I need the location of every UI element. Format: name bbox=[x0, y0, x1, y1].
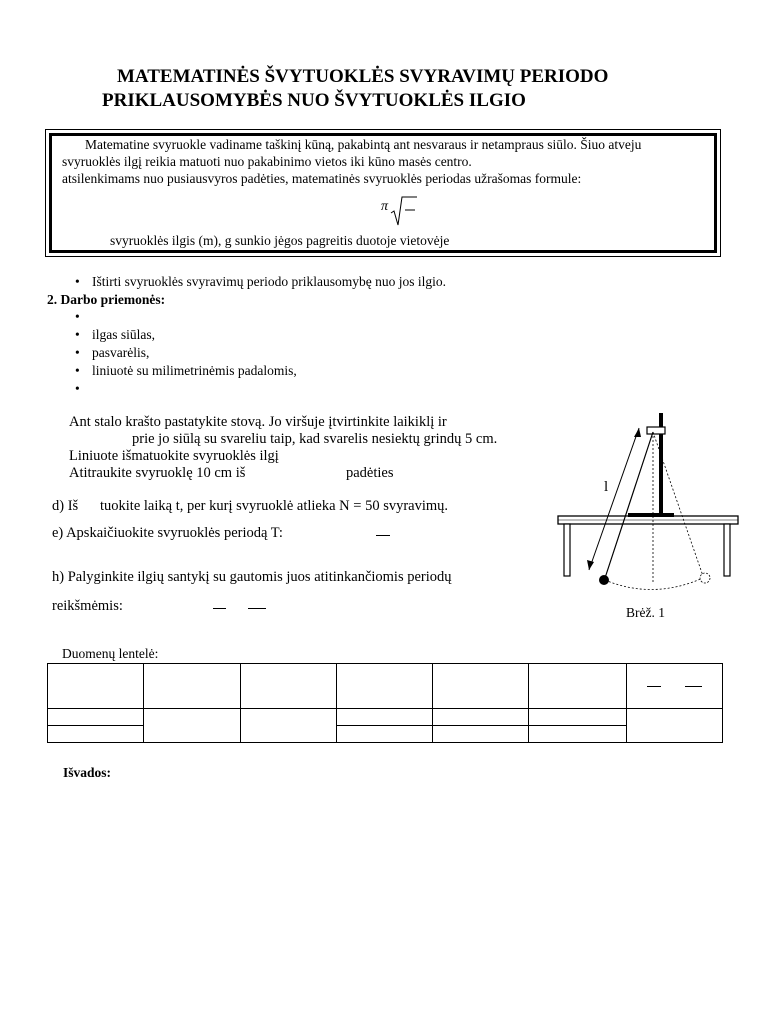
theory-line-3: atsilenkimams nuo pusiausvyros padėties, matematinės svyruoklės periodas užrašomas formule: bbox=[62, 171, 582, 186]
table-header-cell bbox=[337, 664, 433, 709]
procedure-line-4b: padėties bbox=[346, 465, 394, 481]
theory-line-1: Matematine svyruokle vadiname taškinį kūną, pakabintą ant nesvaraus ir netampraus siūlo. Šiuo atveju bbox=[85, 137, 642, 152]
table-cell bbox=[337, 726, 433, 743]
page-title-line-2: PRIKLAUSOMYBĖS NUO ŠVYTUOKLĖS ILGIO bbox=[102, 90, 526, 111]
holder bbox=[647, 427, 665, 434]
step-d-rest: tuokite laiką t, per kurį svyruoklė atlieka N = 50 svyravimų. bbox=[100, 498, 449, 514]
equipment-item-2: • ilgas siūlas, bbox=[92, 327, 155, 343]
equipment-item-4: • liniuotė su milimetrinėmis padalomis, bbox=[92, 363, 297, 379]
theory-line-2: svyruoklės ilgį reikia matuoti nuo pakabinimo vietos iki kūno masės centro. bbox=[62, 154, 472, 169]
step-d-start: d) Iš bbox=[52, 498, 79, 514]
table-cell bbox=[48, 726, 144, 743]
table-header-cell bbox=[241, 664, 337, 709]
conclusions-heading: Išvados: bbox=[63, 765, 112, 780]
table-header-ratio-cell bbox=[627, 664, 723, 709]
data-table bbox=[47, 663, 723, 743]
formula-pi: π bbox=[381, 199, 389, 214]
table-cell bbox=[241, 709, 337, 743]
pendulum-bob-ghost bbox=[700, 573, 710, 583]
procedure-line-4a: Atitraukite svyruoklę 10 cm iš bbox=[69, 465, 246, 481]
procedure-line-1: Ant stalo krašto pastatykite stovą. Jo viršuje įtvirtinkite laikiklį ir bbox=[69, 414, 447, 430]
step-e: e) Apskaičiuokite svyruoklės periodą T: bbox=[52, 525, 283, 541]
stand-base bbox=[628, 513, 674, 517]
formula-sqrt-sign bbox=[390, 195, 418, 227]
table-cell bbox=[144, 709, 241, 743]
procedure-line-3: Liniuote išmatuokite svyruoklės ilgį bbox=[69, 448, 279, 464]
equipment-heading: 2. Darbo priemonės: bbox=[47, 292, 166, 307]
step-h-fraction-bar-1 bbox=[213, 608, 226, 609]
table-header-cell bbox=[433, 664, 529, 709]
page-title-line-1: MATEMATINĖS ŠVYTUOKLĖS SVYRAVIMŲ PERIODO bbox=[117, 66, 609, 87]
table-header-cell bbox=[144, 664, 241, 709]
table-cell bbox=[529, 709, 627, 726]
table-cell bbox=[433, 709, 529, 726]
table-cell bbox=[433, 726, 529, 743]
table-leg-left bbox=[564, 524, 570, 576]
pendulum-bob bbox=[599, 575, 609, 585]
procedure-line-2: prie jo siūlą su svareliu taip, kad svarelis nesiektų grindų 5 cm. bbox=[132, 431, 498, 447]
pendulum-figure bbox=[555, 410, 745, 600]
table-cell bbox=[48, 709, 144, 726]
table-header-cell bbox=[48, 664, 144, 709]
table-cell bbox=[529, 726, 627, 743]
step-e-fraction-bar bbox=[376, 535, 390, 536]
table-cell bbox=[337, 709, 433, 726]
figure-caption: Brėž. 1 bbox=[626, 605, 665, 620]
theory-legend: svyruoklės ilgis (m), g sunkio jėgos pagreitis duotoje vietovėje bbox=[110, 233, 450, 248]
table-header-cell bbox=[529, 664, 627, 709]
step-h-line-1: h) Palyginkite ilgių santykį su gautomis juos atitinkančiomis periodų bbox=[52, 569, 452, 585]
table-leg-right bbox=[724, 524, 730, 576]
table-label: Duomenų lentelė: bbox=[62, 646, 159, 661]
equipment-item-3: • pasvarėlis, bbox=[92, 345, 149, 361]
step-h-line-2: reikšmėmis: bbox=[52, 598, 123, 614]
table-cell bbox=[627, 709, 723, 743]
step-h-fraction-bar-2 bbox=[248, 608, 266, 609]
goal-bullet: • Ištirti svyruoklės svyravimų periodo priklausomybę nuo jos ilgio. bbox=[92, 274, 446, 290]
figure-length-label: l bbox=[604, 479, 609, 495]
